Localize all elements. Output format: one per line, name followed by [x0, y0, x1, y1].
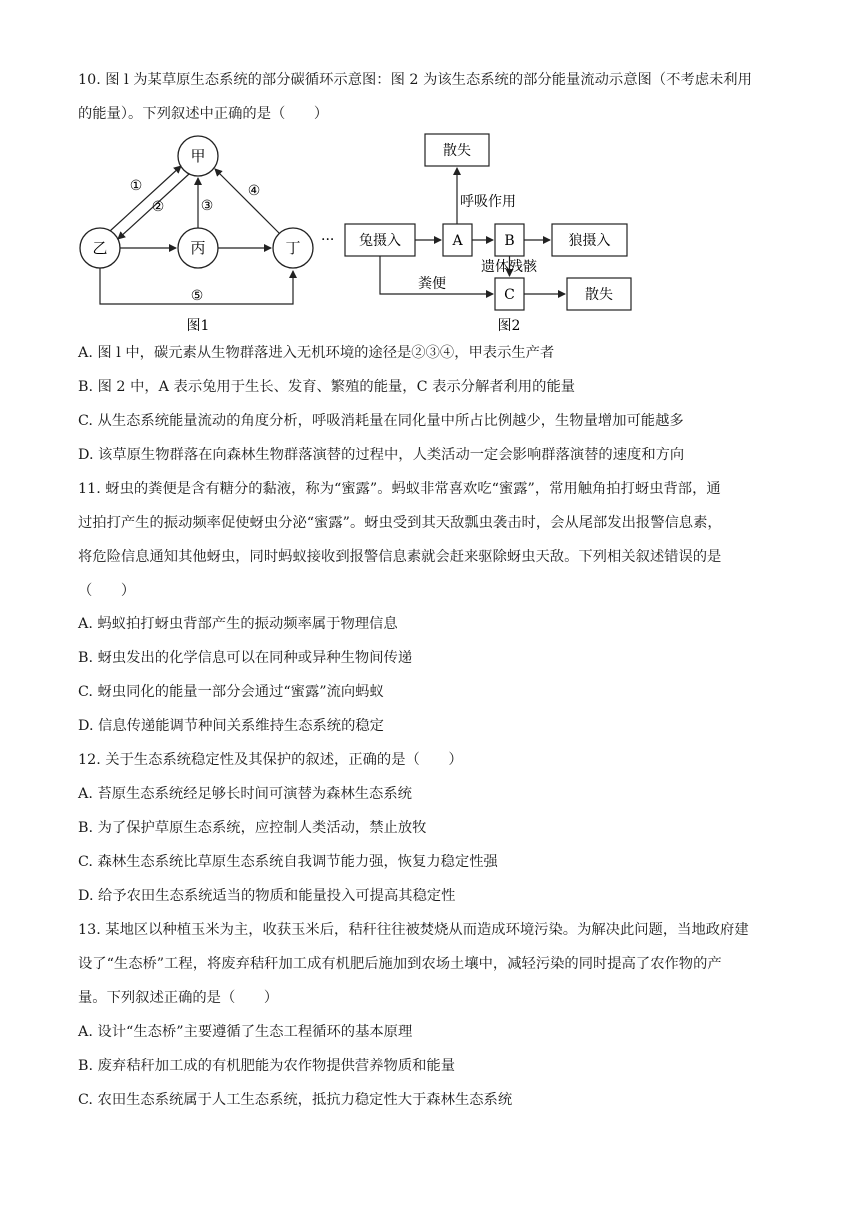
q12-option-c: C. 森林生态系统比草原生态系统自我调节能力强，恢复力稳定性强 [78, 854, 498, 870]
q13-stem-line-3: 量。下列叙述正确的是（ ） [78, 990, 279, 1006]
q13-option-b: B. 废弃秸秆加工成的有机肥能为农作物提供营养物质和能量 [78, 1058, 456, 1074]
q13-stem-line-2: 设了“生态桥”工程，将废弃秸秆加工成有机肥后施加到农场土壤中，减轻污染的同时提高了农作物的产 [78, 956, 722, 972]
q12-stem: 12. 关于生态系统稳定性及其保护的叙述，正确的是（ ） [78, 752, 463, 768]
q11-option-d: D. 信息传递能调节种间关系维持生态系统的稳定 [78, 718, 384, 734]
q11-stem-line-2: 过拍打产生的振动频率促使蚜虫分泌“蜜露”。蚜虫受到其天敌瓢虫袭击时，会从尾部发出报警信息素， [78, 515, 722, 531]
label-2: ② [151, 199, 165, 215]
figures-svg [60, 132, 660, 340]
q11-stem-line-3: 将危险信息通知其他蚜虫，同时蚂蚁接收到报警信息素就会赶来驱除蚜虫天敌。下列相关叙述错误的是 [78, 549, 722, 565]
label-remains: 遗体残骸 [481, 259, 537, 275]
q12-option-a: A. 苔原生态系统经足够长时间可演替为森林生态系统 [78, 786, 412, 802]
q12-option-b: B. 为了保护草原生态系统，应控制人类活动，禁止放牧 [78, 820, 427, 836]
arrow-1 [110, 166, 181, 231]
box-A-label: A [452, 233, 463, 249]
node-ding-label: 丁 [285, 239, 301, 257]
q10-stem-line-2: 的能量）。下列叙述中正确的是（ ） [78, 106, 329, 122]
node-bing-label: 丙 [190, 239, 206, 257]
q11-stem-line-4: （ ） [78, 583, 136, 599]
q11-option-a: A. 蚂蚁拍打蚜虫背部产生的振动频率属于物理信息 [78, 616, 398, 632]
label-3: ③ [200, 198, 214, 214]
ellipsis: ··· [321, 232, 335, 248]
q11-option-b: B. 蚜虫发出的化学信息可以在同种或异种生物间传递 [78, 650, 413, 666]
figure-2 [321, 134, 631, 334]
box-loss-top-label: 散失 [443, 143, 471, 159]
q10-option-d: D. 该草原生物群落在向森林生物群落演替的过程中，人类活动一定会影响群落演替的速度和方向 [78, 447, 685, 463]
box-wolf-intake-label: 狼摄入 [568, 233, 611, 249]
figure-2-caption: 图2 [497, 318, 521, 334]
figure-1-caption: 图1 [186, 318, 210, 334]
q10-option-b: B. 图 2 中，A 表示兔用于生长、发育、繁殖的能量，C 表示分解者利用的能量 [78, 379, 576, 395]
box-C-label: C [504, 287, 515, 303]
q13-stem-line-1: 13. 某地区以种植玉米为主，收获玉米后，秸秆往往被焚烧从而造成环境污染。为解决此问题，当地政府建 [78, 922, 749, 938]
label-5: ⑤ [190, 288, 204, 304]
node-yi-label: 乙 [92, 239, 108, 257]
q13-option-a: A. 设计“生态桥”主要遵循了生态工程循环的基本原理 [78, 1024, 413, 1040]
box-rabbit-intake-label: 兔摄入 [359, 233, 401, 249]
label-4: ④ [247, 183, 261, 199]
q10-figures [60, 132, 660, 340]
label-1: ① [129, 178, 143, 194]
arrow-4 [215, 169, 279, 233]
q11-stem-line-1: 11. 蚜虫的粪便是含有糖分的黏液，称为“蜜露”。蚂蚁非常喜欢吃“蜜露”，常用触角拍打蚜虫背部，通 [78, 481, 721, 497]
q10-option-c: C. 从生态系统能量流动的角度分析，呼吸消耗量在同化量中所占比例越少，生物量增加可能越多 [78, 413, 684, 429]
q10-stem-line-1: 10. 图 l 为某草原生态系统的部分碳循环示意图：图 2 为该生态系统的部分能量流动示意图（不考虑未利用 [78, 72, 752, 88]
q10-option-a: A. 图 l 中，碳元素从生物群落进入无机环境的途径是②③④，甲表示生产者 [78, 345, 555, 361]
node-jia-label: 甲 [190, 147, 206, 165]
label-respiration: 呼吸作用 [460, 194, 516, 210]
figure-1 [80, 136, 313, 334]
q13-option-c: C. 农田生态系统属于人工生态系统，抵抗力稳定性大于森林生态系统 [78, 1092, 513, 1108]
q12-option-d: D. 给予农田生态系统适当的物质和能量投入可提高其稳定性 [78, 888, 456, 904]
q11-option-c: C. 蚜虫同化的能量一部分会通过“蜜露”流向蚂蚁 [78, 684, 384, 700]
box-B-label: B [504, 233, 515, 249]
label-feces: 粪便 [418, 276, 446, 292]
box-loss-right-label: 散失 [585, 287, 613, 303]
